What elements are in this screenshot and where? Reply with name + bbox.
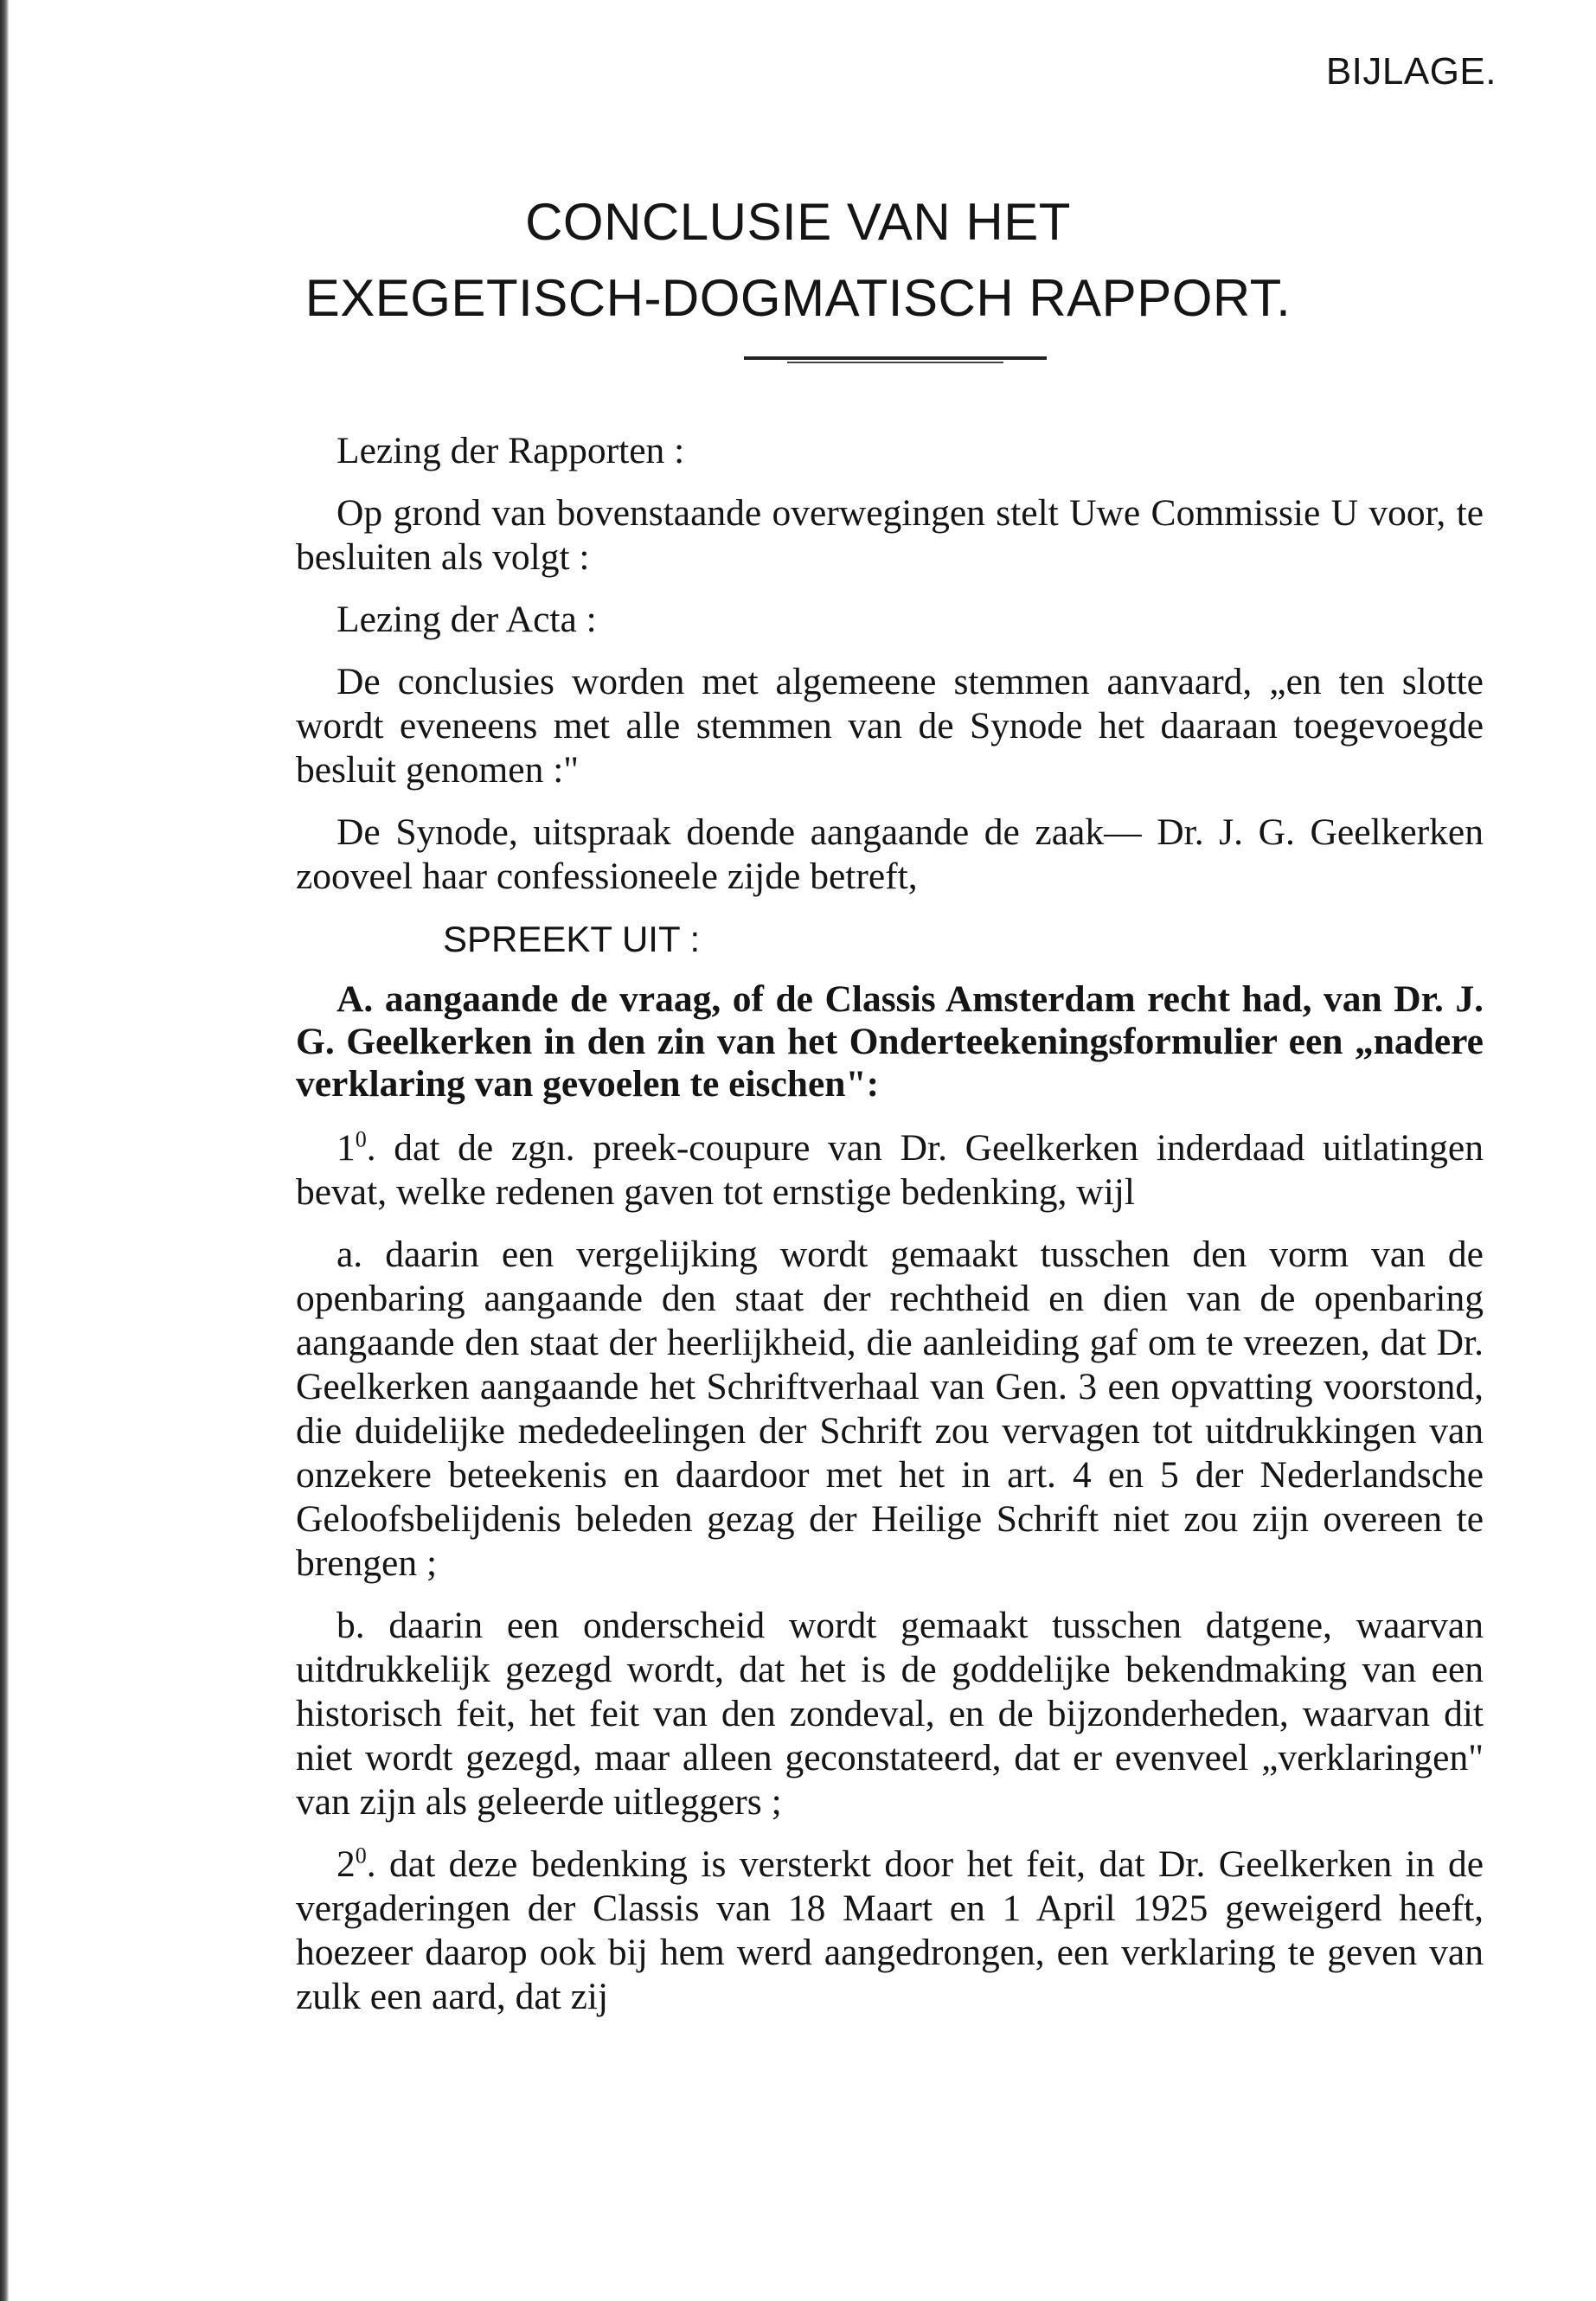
- paragraph-conclusies-aanvaard: De conclusies worden met algemeene stemmen aanvaard, „en ten slotte wordt eveneens met alle stemmen van de Synode het daaraan toegevoegde besluit genomen :": [296, 661, 1484, 791]
- paragraph-commissie-voorstel: Op grond van bovenstaande overwegingen stelt Uwe Commissie U voor, te besluiten als volgt :: [296, 492, 1484, 578]
- point-2-degree: 0: [355, 1843, 367, 1868]
- point-2-text: . dat deze bedenking is versterkt door het feit, dat Dr. Geelkerken in de vergaderingen der Classis van 18 Maart en 1 April 1925 geweigerd heeft, hoezeer daarop ook bij hem werd aangedrongen, een verklaring te geven van zulk een aard, dat zij: [296, 1843, 1484, 2017]
- point-1-degree: 0: [355, 1126, 367, 1152]
- paragraph-point-1: [296, 1126, 1484, 1215]
- heading-lezing-acta: Lezing der Acta :: [337, 599, 597, 640]
- point-2-number: 2: [337, 1843, 356, 1885]
- point-1-number: 1: [337, 1127, 356, 1169]
- document-title-line-2: EXEGETISCH-DOGMATISCH RAPPORT.: [304, 269, 1292, 327]
- document-title-line-1: CONCLUSIE VAN HET: [525, 193, 1071, 251]
- document-body: [296, 429, 1484, 2019]
- paragraph-point-2: [296, 1843, 1484, 2019]
- page-label: BIJLAGE.: [1325, 50, 1497, 93]
- paragraph-point-a: A. aangaande de vraag, of de Classis Amsterdam recht had, van Dr. J. G. Geelkerken in den zin van het Onderteekeningsformulier een „nadere verklaring van gevoelen te eischen":: [296, 978, 1484, 1105]
- heading-spreekt-uit: SPREEKT UIT :: [443, 919, 701, 959]
- point-1-text: . dat de zgn. preek-coupure van Dr. Geelkerken inderdaad uitlatingen bevat, welke redenen gaven tot ernstige bedenking, wijl: [296, 1127, 1484, 1213]
- paragraph-synode-uitspraak: De Synode, uitspraak doende aangaande de zaak— Dr. J. G. Geelkerken zooveel haar confessioneele zijde betreft,: [296, 811, 1484, 897]
- paragraph-sub-a: a. daarin een vergelijking wordt gemaakt tusschen den vorm van de openbaring aangaande den staat der rechtheid en dien van de openbaring aangaande den staat der heerlijkheid, die aanleiding gaf om te vreezen, dat Dr. Geelkerken aangaande het Schriftverhaal van Gen. 3 een opvatting voorstond, die duidelijke mededeelingen der Schrift zou vervagen tot uitdrukkingen van onzekere beteekenis en daardoor met het in art. 4 en 5 der Nederlandsche Geloofsbelijdenis beleden gezag der Heilige Schrift niet zou zijn overeen te brengen ;: [296, 1234, 1484, 1584]
- title-divider-rule: [744, 356, 1047, 364]
- paragraph-sub-b: b. daarin een onderscheid wordt gemaakt tusschen datgene, waarvan uitdrukkelijk gezegd wordt, dat het is de goddelijke bekendmaking van een historisch feit, het feit van den zondeval, en de bijzonderheden, waarvan dit niet wordt gezegd, maar alleen geconstateerd, dat er evenveel „verklaringen" van zijn als geleerde uitleggers ;: [296, 1605, 1484, 1823]
- heading-lezing-rapporten: Lezing der Rapporten :: [337, 430, 685, 471]
